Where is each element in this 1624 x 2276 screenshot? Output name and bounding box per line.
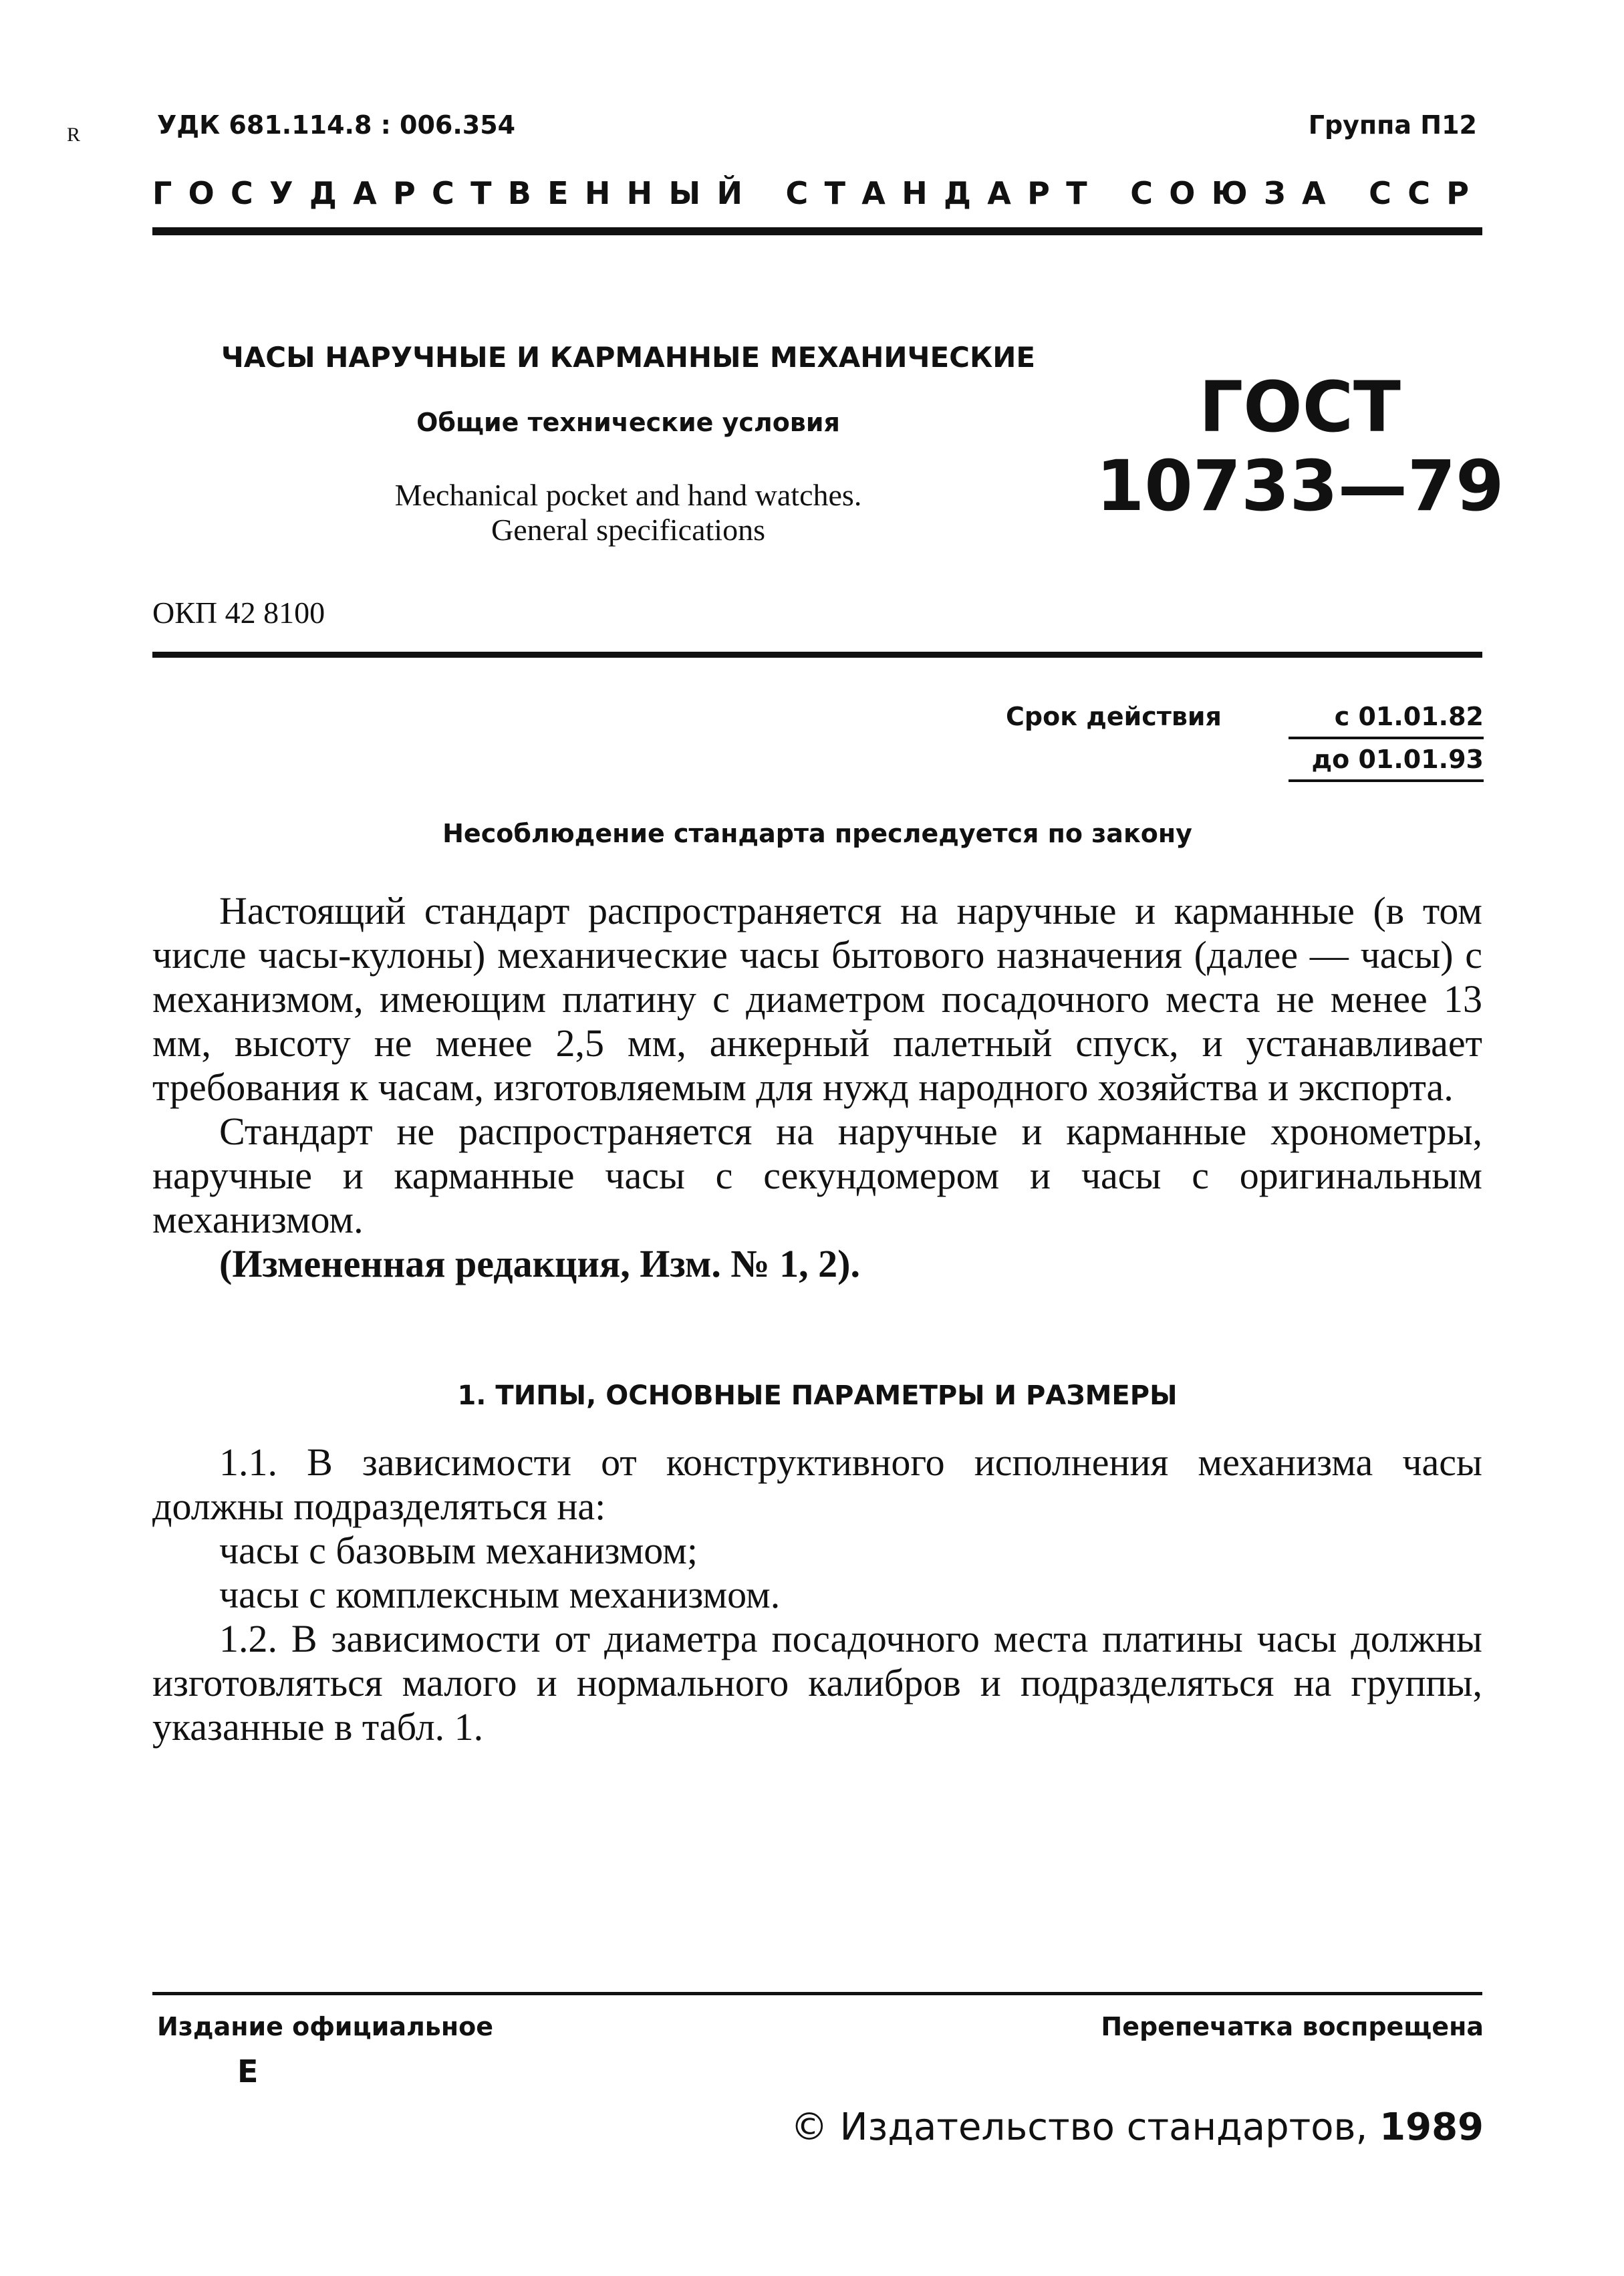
amendment-note: (Измененная редакция, Изм. № 1, 2). (219, 1242, 860, 1285)
copyright (791, 2106, 1484, 2149)
banner-letter: У (269, 175, 307, 211)
validity-label: Срок действия (1006, 702, 1222, 731)
validity-to-underline (1289, 779, 1484, 782)
banner-letter: Н (902, 175, 941, 211)
banner-letter: Т (824, 175, 859, 211)
gost-designation (1096, 368, 1504, 525)
list-item: часы с базовым механизмом; (219, 1529, 698, 1572)
banner-letter: А (1301, 175, 1339, 211)
group-code: Группа П12 (1308, 110, 1477, 140)
banner-letter: З (1263, 175, 1299, 211)
banner-letter: Р (393, 175, 429, 211)
corner-mark: R (67, 124, 81, 146)
validity-from-underline (1289, 737, 1484, 739)
gost-number: 10733—79 (1096, 445, 1504, 527)
footer-rule (152, 1992, 1482, 1995)
banner-letter: О (1169, 175, 1209, 211)
legal-warning: Несоблюдение стандарта преследуется по закону (442, 819, 1192, 848)
banner-letter: Д (944, 175, 984, 211)
clause-1-2: 1.2. В зависимости от диаметра посадочного места платины часы должны изготовляться малого и нормального калибров и подразделяться на группы, указанные в табл. 1. (152, 1617, 1482, 1749)
title-rule (152, 652, 1482, 658)
udk-code: УДК 681.114.8 : 006.354 (157, 110, 516, 140)
banner-letter: С (785, 175, 822, 211)
banner-letter: С (231, 175, 267, 211)
banner-gap (1342, 175, 1366, 211)
copyright-year: 1989 (1379, 2106, 1484, 2149)
section-1-body (152, 1440, 1482, 1749)
banner-letter: Р (1027, 175, 1063, 211)
state-standard-banner (152, 175, 1482, 211)
intro-section (152, 889, 1482, 1286)
header-rule (152, 227, 1482, 235)
banner-letter: С (1369, 175, 1405, 211)
banner-letter: А (987, 175, 1025, 211)
banner-letter: Ю (1211, 175, 1261, 211)
banner-letter: О (188, 175, 228, 211)
english-title (194, 478, 1063, 547)
banner-letter: Н (626, 175, 666, 211)
banner-letter: Е (547, 175, 582, 211)
official-edition: Издание официальное (157, 2012, 493, 2041)
clause-1-1: 1.1. В зависимости от конструктивного исполнения механизма часы должны подразделяться на: (152, 1440, 1482, 1528)
okp-code: ОКП 42 8100 (152, 596, 325, 630)
banner-letter: Г (152, 175, 186, 211)
banner-gap (759, 175, 783, 211)
copyright-text: © Издательство стандартов, (790, 2106, 1368, 2149)
intro-paragraph-2: Стандарт не распространяется на наручные и карманные хронометры, наручные и карманные часы с секундомером и часы с оригинальным механизмом. (152, 1110, 1482, 1241)
validity-to: до 01.01.93 (1311, 745, 1484, 774)
banner-letter: А (861, 175, 899, 211)
banner-letter: Й (716, 175, 756, 211)
banner-letter: Т (470, 175, 505, 211)
intro-paragraph-1: Настоящий стандарт распространяется на наручные и карманные (в том числе часы-кулоны) механические часы бытового назначения (далее — часы) с механизмом, имеющим платину с диаметром посадочного места не менее 13 мм, высоту не менее 2,5 мм, анкерный палетный спуск, и устанавливает требования к часам, изготовляемым для нужд народного хозяйства и экспорта. (152, 889, 1482, 1109)
banner-letter: С (1130, 175, 1166, 211)
banner-letter: А (353, 175, 390, 211)
banner-letter: Р (1446, 175, 1482, 211)
banner-letter: С (1407, 175, 1444, 211)
reprint-prohibited: Перепечатка воспрещена (1101, 2012, 1484, 2041)
section-heading: 1. ТИПЫ, ОСНОВНЫЕ ПАРАМЕТРЫ И РАЗМЕРЫ (457, 1380, 1178, 1411)
edition-letter: Е (237, 2053, 259, 2090)
validity-from: с 01.01.82 (1334, 702, 1484, 731)
list-item: часы с комплексным механизмом. (219, 1573, 781, 1616)
document-title: ЧАСЫ НАРУЧНЫЕ И КАРМАННЫЕ МЕХАНИЧЕСКИЕ (221, 341, 1036, 374)
banner-gap (1103, 175, 1127, 211)
banner-letter: Ы (668, 175, 714, 211)
english-title-line-1: Mechanical pocket and hand watches. (394, 478, 862, 512)
english-title-line-2: General specifications (491, 513, 765, 547)
document-subtitle: Общие технические условия (416, 408, 840, 437)
banner-letter: Н (584, 175, 624, 211)
gost-label: ГОСТ (1199, 366, 1401, 448)
banner-letter: Т (1066, 175, 1101, 211)
banner-letter: В (507, 175, 545, 211)
banner-letter: С (432, 175, 468, 211)
banner-letter: Д (309, 175, 350, 211)
